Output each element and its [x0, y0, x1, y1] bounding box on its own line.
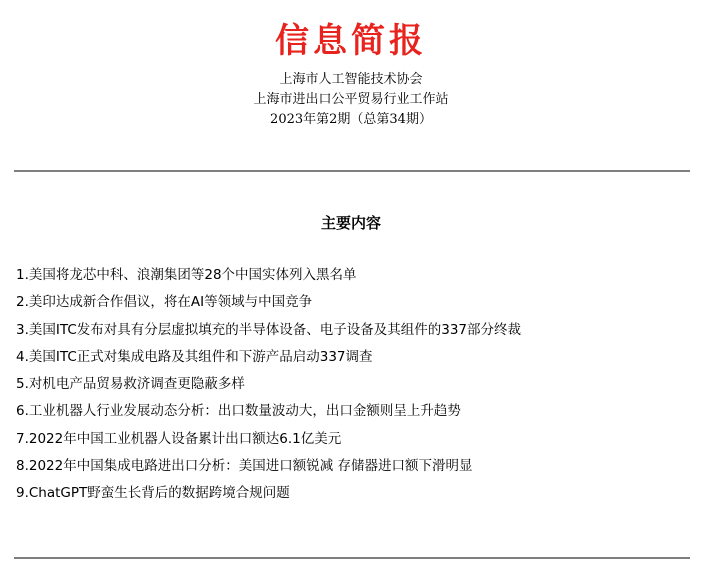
bulletin-title: 信息简报: [275, 21, 427, 61]
publisher-name-1: 上海市人工智能技术协会: [279, 72, 423, 87]
contents-item: 7.2022年中国工业机器人设备累计出口额达6.1亿美元: [16, 430, 342, 447]
masthead: [0, 18, 702, 130]
issue-number: 2023年第2期（总第34期）: [270, 112, 432, 127]
contents-item: 9.ChatGPT野蛮生长背后的数据跨境合规问题: [16, 485, 290, 502]
contents-item: 8.2022年中国集成电路进出口分析：美国进口额锐减 存储器进口额下滑明显: [16, 458, 473, 475]
contents-heading: 主要内容: [320, 214, 381, 232]
contents-item: 3.美国ITC发布对具有分层虚拟填充的半导体设备、电子设备及其组件的337部分终裁: [16, 321, 522, 338]
top-divider: [14, 170, 690, 172]
bottom-divider: [14, 557, 690, 559]
contents-item: 4.美国ITC正式对集成电路及其组件和下游产品启动337调查: [16, 348, 373, 365]
contents-item: 5.对机电产品贸易救济调查更隐蔽多样: [16, 376, 245, 393]
contents-list: [16, 262, 521, 508]
publisher-name-2: 上海市进出口公平贸易行业工作站: [253, 92, 449, 107]
contents-item: 6.工业机器人行业发展动态分析：出口数量波动大，出口金额则呈上升趋势: [16, 403, 461, 420]
contents-item: 1.美国将龙芯中科、浪潮集团等28个中国实体列入黑名单: [16, 267, 357, 283]
contents-item: 2.美印达成新合作倡议，将在AI等领域与中国竞争: [16, 294, 313, 311]
